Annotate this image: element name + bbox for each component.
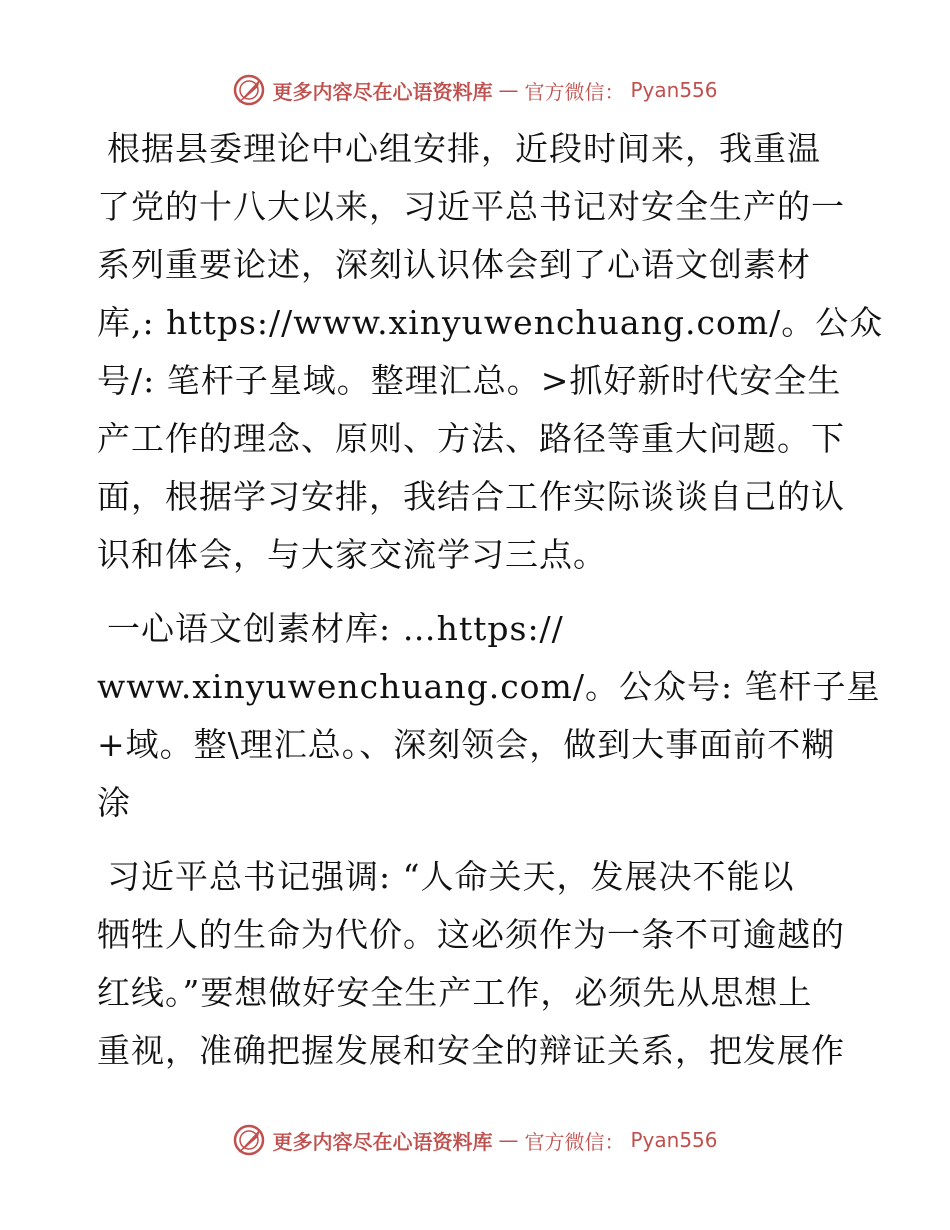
- banner-separator: —: [498, 1128, 519, 1152]
- banner-wechat-label: 官方微信：: [524, 79, 625, 104]
- text-line: 产工作的理念、原则、方法、路径等重大问题。下: [97, 419, 845, 458]
- text-line: 面，根据学习安排，我结合工作实际谈谈自己的认: [97, 477, 845, 516]
- banner-ad-text: 更多内容尽在心语资料库: [272, 1129, 493, 1154]
- text-line: 库,: https://www.xinyuwenchuang.com/。公众: [97, 303, 884, 342]
- text-line: 系列重要论述，深刻认识体会到了心语文创素材: [97, 245, 811, 284]
- banner-ad-text: 更多内容尽在心语资料库: [272, 79, 493, 104]
- header-banner: [0, 70, 950, 110]
- text-line: 号/: 笔杆子星域。整理汇总。>抓好新时代安全生: [97, 361, 842, 400]
- quill-logo-icon: [232, 1123, 266, 1157]
- banner-wechat-id: Pyan556: [630, 78, 718, 102]
- banner-separator: —: [498, 78, 519, 102]
- text-line: www.xinyuwenchuang.com/。公众号: 笔杆子星: [97, 667, 881, 706]
- text-line: 涂: [97, 783, 131, 822]
- text-line: 红线。”要想做好安全生产工作，必须先从思想上: [97, 973, 813, 1012]
- text-line: 识和体会，与大家交流学习三点。: [97, 535, 607, 574]
- text-line: 习近平总书记强调: “人命关天，发展决不能以: [107, 857, 795, 896]
- text-line: 了党的十八大以来，习近平总书记对安全生产的一: [97, 187, 845, 226]
- text-line: 根据县委理论中心组安排，近段时间来，我重温: [107, 129, 821, 168]
- text-line: 重视，准确把握发展和安全的辩证关系，把发展作: [97, 1031, 845, 1070]
- paragraph-3: [97, 848, 857, 1080]
- banner-wechat-label: 官方微信：: [524, 1129, 625, 1154]
- paragraph-1: [97, 120, 884, 584]
- document-body: [97, 120, 884, 1096]
- quill-logo-icon: [232, 73, 266, 107]
- paragraph-2: [97, 600, 881, 832]
- text-line: 一心语文创素材库: …https://: [107, 609, 564, 648]
- banner-wechat-id: Pyan556: [630, 1128, 718, 1152]
- text-line: 牺牲人的生命为代价。这必须作为一条不可逾越的: [97, 915, 845, 954]
- footer-banner: [0, 1120, 950, 1160]
- text-line: +域。整\理汇总。、深刻领会，做到大事面前不糊: [97, 725, 836, 764]
